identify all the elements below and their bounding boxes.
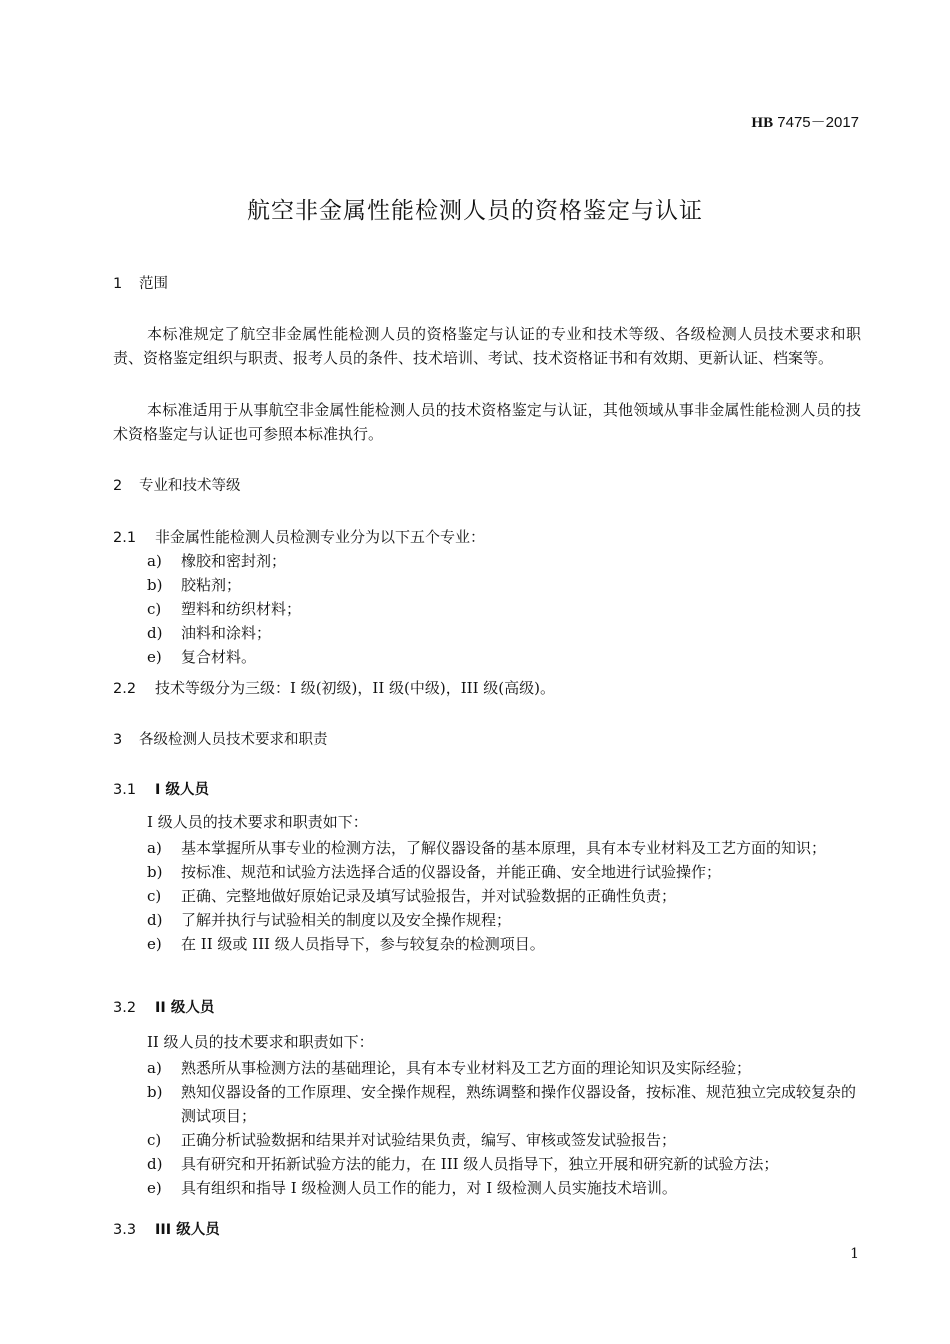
list-item (113, 932, 861, 956)
list-text: 具有组织和指导 I 级检测人员工作的能力，对 I 级检测人员实施技术培训。 (181, 1179, 677, 1197)
clause-text: 技术等级分为三级：I 级(初级)，II 级(中级)，III 级(高级)。 (155, 679, 555, 697)
list-text: 具有研究和开拓新试验方法的能力，在 III 级人员指导下，独立开展和研究新的试验方法； (181, 1155, 779, 1173)
clause-2-2 (113, 676, 861, 701)
list-text: 复合材料。 (181, 648, 257, 666)
section-number: 1 (113, 276, 123, 292)
scope-paragraph-2: 本标准适用于从事航空非金属性能检测人员的技术资格鉴定与认证，其他领域从事非金属性能检测人员的技术资格鉴定与认证也可参照本标准执行。 (113, 401, 861, 443)
section-1-heading (113, 272, 861, 296)
clause-2-1 (113, 525, 861, 550)
standard-code-prefix: HB (751, 115, 774, 131)
level-1-list (113, 836, 861, 956)
list-item (113, 549, 861, 573)
list-item (113, 908, 861, 932)
document-title: 航空非金属性能检测人员的资格鉴定与认证 (247, 198, 703, 224)
clause-3-2-heading (113, 996, 861, 1020)
list-text: 按标准、规范和试验方法选择合适的仪器设备，并能正确、安全地进行试验操作； (181, 863, 722, 881)
list-item (113, 1056, 861, 1080)
list-item (113, 884, 861, 908)
section-title: 各级检测人员技术要求和职责 (139, 732, 328, 748)
specialty-list (113, 549, 861, 669)
list-text: 正确、完整地做好原始记录及填写试验报告，并对试验数据的正确性负责； (181, 887, 677, 905)
clause-3-1-heading (113, 778, 861, 802)
clause-number: 2.1 (113, 530, 137, 546)
list-item (113, 645, 861, 669)
list-text: 基本掌握所从事专业的检测方法，了解仪器设备的基本原理，具有本专业材料及工艺方面的知识； (181, 839, 827, 857)
list-text: 胶粘剂； (181, 576, 242, 594)
clause-text: 非金属性能检测人员检测专业分为以下五个专业： (155, 528, 486, 546)
list-text: 正确分析试验数据和结果并对试验结果负责，编写、审核或签发试验报告； (181, 1131, 677, 1149)
list-label: c) (147, 1131, 162, 1149)
list-item (113, 597, 861, 621)
list-label: d) (147, 911, 163, 929)
clause-number: 2.2 (113, 681, 137, 697)
section-2-heading (113, 474, 861, 498)
clause-number: 3.3 (113, 1222, 137, 1238)
list-label: c) (147, 600, 162, 618)
list-text: 橡胶和密封剂； (181, 552, 287, 570)
list-item (113, 1128, 861, 1152)
clause-3-3-heading (113, 1218, 861, 1242)
clause-title: II 级人员 (155, 1000, 215, 1016)
list-label: d) (147, 624, 163, 642)
level-2-list (113, 1056, 861, 1200)
list-label: b) (147, 576, 163, 594)
list-item (113, 1152, 861, 1176)
list-item (113, 836, 861, 860)
level-1-intro: I 级人员的技术要求和职责如下： (147, 813, 368, 831)
list-label: d) (147, 1155, 163, 1173)
scope-paragraph-1: 本标准规定了航空非金属性能检测人员的资格鉴定与认证的专业和技术等级、各级检测人员技术要求和职责、资格鉴定组织与职责、报考人员的条件、技术培训、考试、技术资格证书和有效期、更新认证、档案等。 (113, 325, 861, 367)
clause-title: III 级人员 (155, 1222, 220, 1238)
section-title: 专业和技术等级 (139, 478, 241, 494)
list-label: a) (147, 839, 162, 857)
list-text: 塑料和纺织材料； (181, 600, 302, 618)
list-label: e) (147, 648, 162, 666)
level-2-intro: II 级人员的技术要求和职责如下： (147, 1033, 374, 1051)
list-text: 熟知仪器设备的工作原理、安全操作规程，熟练调整和操作仪器设备，按标准、规范独立完成较复杂的测试项目； (181, 1083, 857, 1125)
list-label: b) (147, 1083, 163, 1101)
standard-code (751, 111, 859, 132)
clause-title: I 级人员 (155, 782, 209, 798)
clause-number: 3.2 (113, 1000, 137, 1016)
section-number: 3 (113, 732, 123, 748)
page-number: 1 (850, 1246, 859, 1262)
list-item (113, 621, 861, 645)
list-label: e) (147, 935, 162, 953)
list-item (113, 1080, 861, 1128)
section-number: 2 (113, 478, 123, 494)
list-text: 油料和涂料； (181, 624, 272, 642)
list-text: 在 II 级或 III 级人员指导下，参与较复杂的检测项目。 (181, 935, 545, 953)
list-label: e) (147, 1179, 162, 1197)
list-label: c) (147, 887, 162, 905)
section-title: 范围 (139, 276, 168, 292)
list-text: 熟悉所从事检测方法的基础理论，具有本专业材料及工艺方面的理论知识及实际经验； (181, 1059, 752, 1077)
list-item (113, 1176, 861, 1200)
list-item (113, 860, 861, 884)
list-text: 了解并执行与试验相关的制度以及安全操作规程； (181, 911, 512, 929)
list-item (113, 573, 861, 597)
clause-number: 3.1 (113, 782, 137, 798)
standard-code-number: 7475－2017 (773, 114, 859, 131)
section-3-heading (113, 728, 861, 752)
list-label: a) (147, 552, 162, 570)
list-label: a) (147, 1059, 162, 1077)
list-label: b) (147, 863, 163, 881)
